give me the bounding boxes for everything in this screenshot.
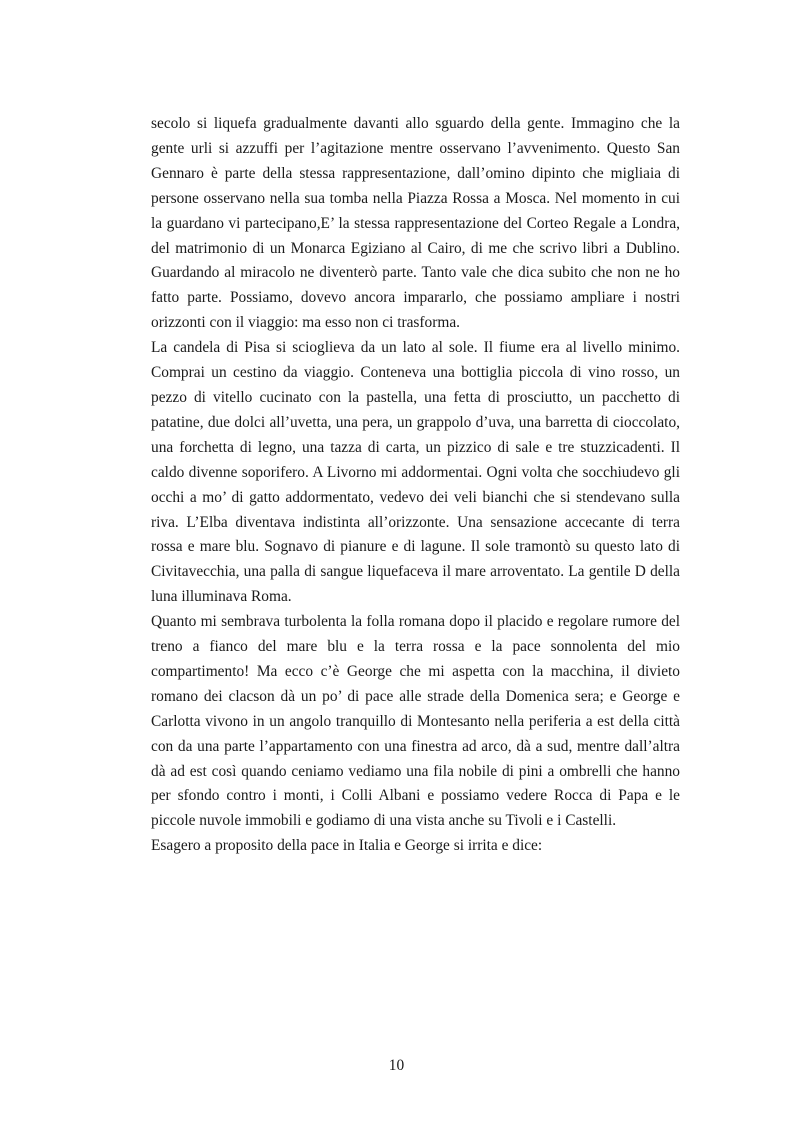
page-body [151,112,680,859]
paragraph: secolo si liquefa gradualmente davanti allo sguardo della gente. Immagino che la gente urli si azzuffi per l’agitazione mentre osservano l’avvenimento. Questo San Gennaro è parte della stessa rappresentazione, dall’omino dipinto che migliaia di persone osservano nella sua tomba nella Piazza Rossa a Mosca. Nel momento in cui la guardano vi partecipano,E’ la stessa rappresentazione del Corteo Regale a Londra, del matrimonio di un Monarca Egiziano al Cairo, di me che scrivo libri a Dublino. Guardando al miracolo ne diventerò parte. Tanto vale che dica subito che non ne ho fatto parte. Possiamo, dovevo ancora impararlo, che possiamo ampliare i nostri orizzonti con il viaggio: ma esso non ci trasforma. [151,115,680,332]
paragraph: Esagero a proposito della pace in Italia e George si irrita e dice: [151,837,543,855]
page-number: 10 [388,1057,405,1074]
paragraph: Quanto mi sembrava turbolenta la folla romana dopo il placido e regolare rumore del treno a fianco del mare blu e la terra rossa e la pace sonnolenta del mio compartimento! Ma ecco c’è George che mi aspetta con la macchina, il divieto romano dei clacson dà un po’ di pace alle strade della Domenica sera; e George e Carlotta vivono in un angolo tranquillo di Montesanto nella periferia a est della città con da una parte l’appartamento con una finestra ad arco, dà a sud, mentre dall’altra dà ad est così quando ceniamo vediamo una fila nobile di pini a ombrelli che hanno per sfondo contro i monti, i Colli Albani e possiamo vedere Rocca di Papa e le piccole nuvole immobili e godiamo di una vista anche su Tivoli e i Castelli. [151,613,680,830]
paragraph: La candela di Pisa si scioglieva da un lato al sole. Il fiume era al livello minimo. Comprai un cestino da viaggio. Conteneva una bottiglia piccola di vino rosso, un pezzo di vitello cucinato con la pastella, una fetta di prosciutto, un pacchetto di patatine, due dolci all’uvetta, una pera, un grappolo d’uva, una barretta di cioccolato, una forchetta di legno, una tazza di carta, un pizzico di sale e tre stuzzicadenti. Il caldo divenne soporifero. A Livorno mi addormentai. Ogni volta che socchiudevo gli occhi a mo’ di gatto addormentato, vedevo dei veli bianchi che si stendevano sulla riva. L’Elba diventava indistinta all’orizzonte. Una sensazione accecante di terra rossa e mare blu. Sognavo di pianure e di lagune. Il sole tramontò su questo lato di Civitavecchia, una palla di sangue liquefaceva il mare arroventato. La gentile D della luna illuminava Roma. [151,339,680,606]
